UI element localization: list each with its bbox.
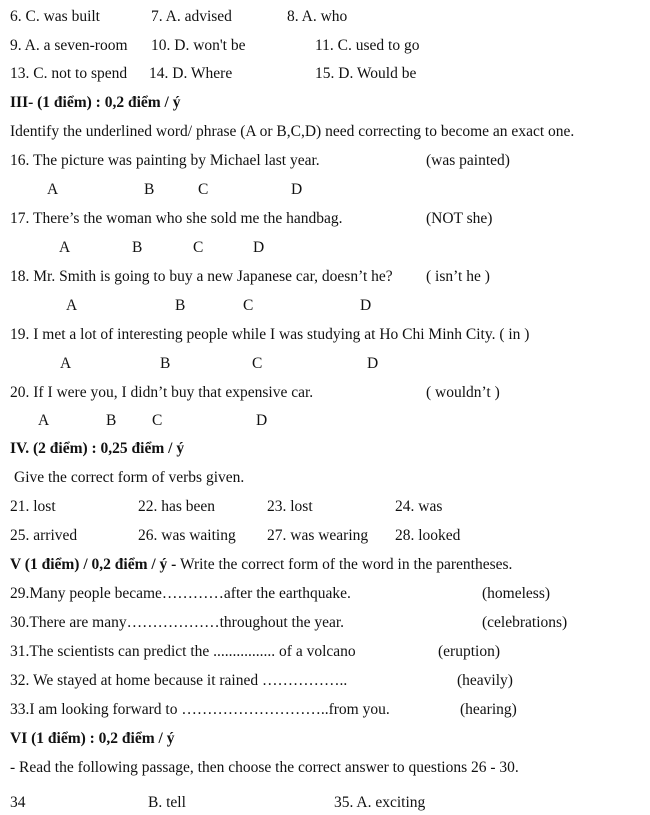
option-d: D: [291, 181, 303, 198]
option-a: A: [59, 239, 71, 256]
answer-14: 14. D. Where: [149, 65, 233, 82]
question-19-letters: [0, 353, 650, 375]
answer-9: 9. A. a seven-room: [10, 37, 128, 54]
question-16-letters: [0, 179, 650, 201]
part3-heading: III- (1 điểm) : 0,2 điểm / ý: [10, 94, 181, 111]
answer-row-21-24: [0, 496, 650, 518]
option-a: A: [47, 181, 59, 198]
question-answer: (heavily): [457, 672, 513, 689]
option-b: B: [144, 181, 155, 198]
question-answer: (hearing): [460, 701, 517, 718]
question-18: [0, 266, 650, 288]
question-sentence: 18. Mr. Smith is going to buy a new Japanese car, doesn’t he?: [10, 268, 393, 285]
question-33: [0, 699, 650, 721]
question-sentence: 33.I am looking forward to ………………………..from you.: [10, 701, 390, 718]
option-c: C: [198, 181, 209, 198]
option-c: C: [193, 239, 204, 256]
question-answer: ( isn’t he ): [426, 268, 490, 285]
option-b: B: [175, 297, 186, 314]
answer-row-6-8: [0, 6, 650, 28]
question-sentence: 16. The picture was painting by Michael last year.: [10, 152, 320, 169]
part5-heading: [0, 554, 650, 576]
question-16: [0, 150, 650, 172]
question-19: [0, 324, 650, 346]
answer-28: 28. looked: [395, 527, 461, 544]
option-d: D: [367, 355, 379, 372]
part4-heading: IV. (2 điểm) : 0,25 điểm / ý: [10, 440, 185, 457]
option-c: C: [243, 297, 254, 314]
option-a: A: [38, 412, 50, 429]
question-30: [0, 612, 650, 634]
answer-11: 11. C. used to go: [315, 37, 420, 54]
answer-6: 6. C. was built: [10, 8, 100, 25]
option-a: A: [66, 297, 78, 314]
question-answer: (homeless): [482, 585, 551, 602]
option-a: A: [60, 355, 72, 372]
answer-27: 27. was wearing: [267, 527, 369, 544]
answer-22: 22. has been: [138, 498, 216, 515]
question-20-letters: [0, 410, 650, 432]
question-answer: (eruption): [438, 643, 500, 660]
question-17-letters: [0, 237, 650, 259]
option-d: D: [360, 297, 372, 314]
option-d: D: [256, 412, 268, 429]
question-sentence: 20. If I were you, I didn’t buy that expensive car.: [10, 384, 314, 401]
option-b: B: [160, 355, 171, 372]
question-answer: (was painted): [426, 152, 510, 169]
part6-heading: VI (1 điểm) : 0,2 điểm / ý: [10, 730, 175, 747]
question-32: [0, 670, 650, 692]
option-d: D: [253, 239, 265, 256]
question-31: [0, 641, 650, 663]
option-b: B: [106, 412, 117, 429]
answer-26: 26. was waiting: [138, 527, 236, 544]
answer-21: 21. lost: [10, 498, 56, 515]
question-sentence: 17. There’s the woman who she sold me the handbag.: [10, 210, 343, 227]
answer-7: 7. A. advised: [151, 8, 232, 25]
question-sentence: 31.The scientists can predict the ................ of a volcano: [10, 643, 356, 660]
answer-8: 8. A. who: [287, 8, 348, 25]
question-sentence: 19. I met a lot of interesting people while I was studying at Ho Chi Minh City. ( in ): [10, 326, 530, 343]
question-answer: (NOT she): [426, 210, 493, 227]
option-b: B: [132, 239, 143, 256]
answer-23: 23. lost: [267, 498, 313, 515]
part4-instruction: Give the correct form of verbs given.: [14, 469, 245, 486]
question-17: [0, 208, 650, 230]
question-answer: ( wouldn’t ): [426, 384, 500, 401]
answer-24: 24. was: [395, 498, 443, 515]
answer-13: 13. C. not to spend: [10, 65, 128, 82]
question-answer: (celebrations): [482, 614, 568, 631]
question-sentence: 30.There are many………………throughout the year.: [10, 614, 345, 631]
part5-heading-bold: V (1 điểm) / 0,2 điểm / ý -: [10, 556, 177, 573]
question-18-letters: [0, 295, 650, 317]
answer-row-13-15: [0, 63, 650, 85]
option-c: C: [152, 412, 163, 429]
question-sentence: 32. We stayed at home because it rained ……………..: [10, 672, 348, 689]
part5-heading-rest: Write the correct form of the word in the parentheses.: [179, 556, 513, 573]
question-29: [0, 583, 650, 605]
answer-34-number: 34: [10, 794, 26, 811]
question-sentence: 29.Many people became…………after the earthquake.: [10, 585, 351, 602]
question-20: [0, 382, 650, 404]
answer-15: 15. D. Would be: [315, 65, 417, 82]
answer-10: 10. D. won't be: [151, 37, 246, 54]
part3-instruction: Identify the underlined word/ phrase (A or B,C,D) need correcting to become an exact one.: [10, 123, 575, 140]
part6-instruction: - Read the following passage, then choose the correct answer to questions 26 - 30.: [10, 759, 519, 776]
option-c: C: [252, 355, 263, 372]
answer-row-25-28: [0, 525, 650, 547]
answer-35: 35. A. exciting: [334, 794, 426, 811]
answer-25: 25. arrived: [10, 527, 78, 544]
answer-row-34-35: [0, 792, 650, 814]
answer-row-9-11: [0, 35, 650, 57]
answer-34: B. tell: [148, 794, 186, 811]
